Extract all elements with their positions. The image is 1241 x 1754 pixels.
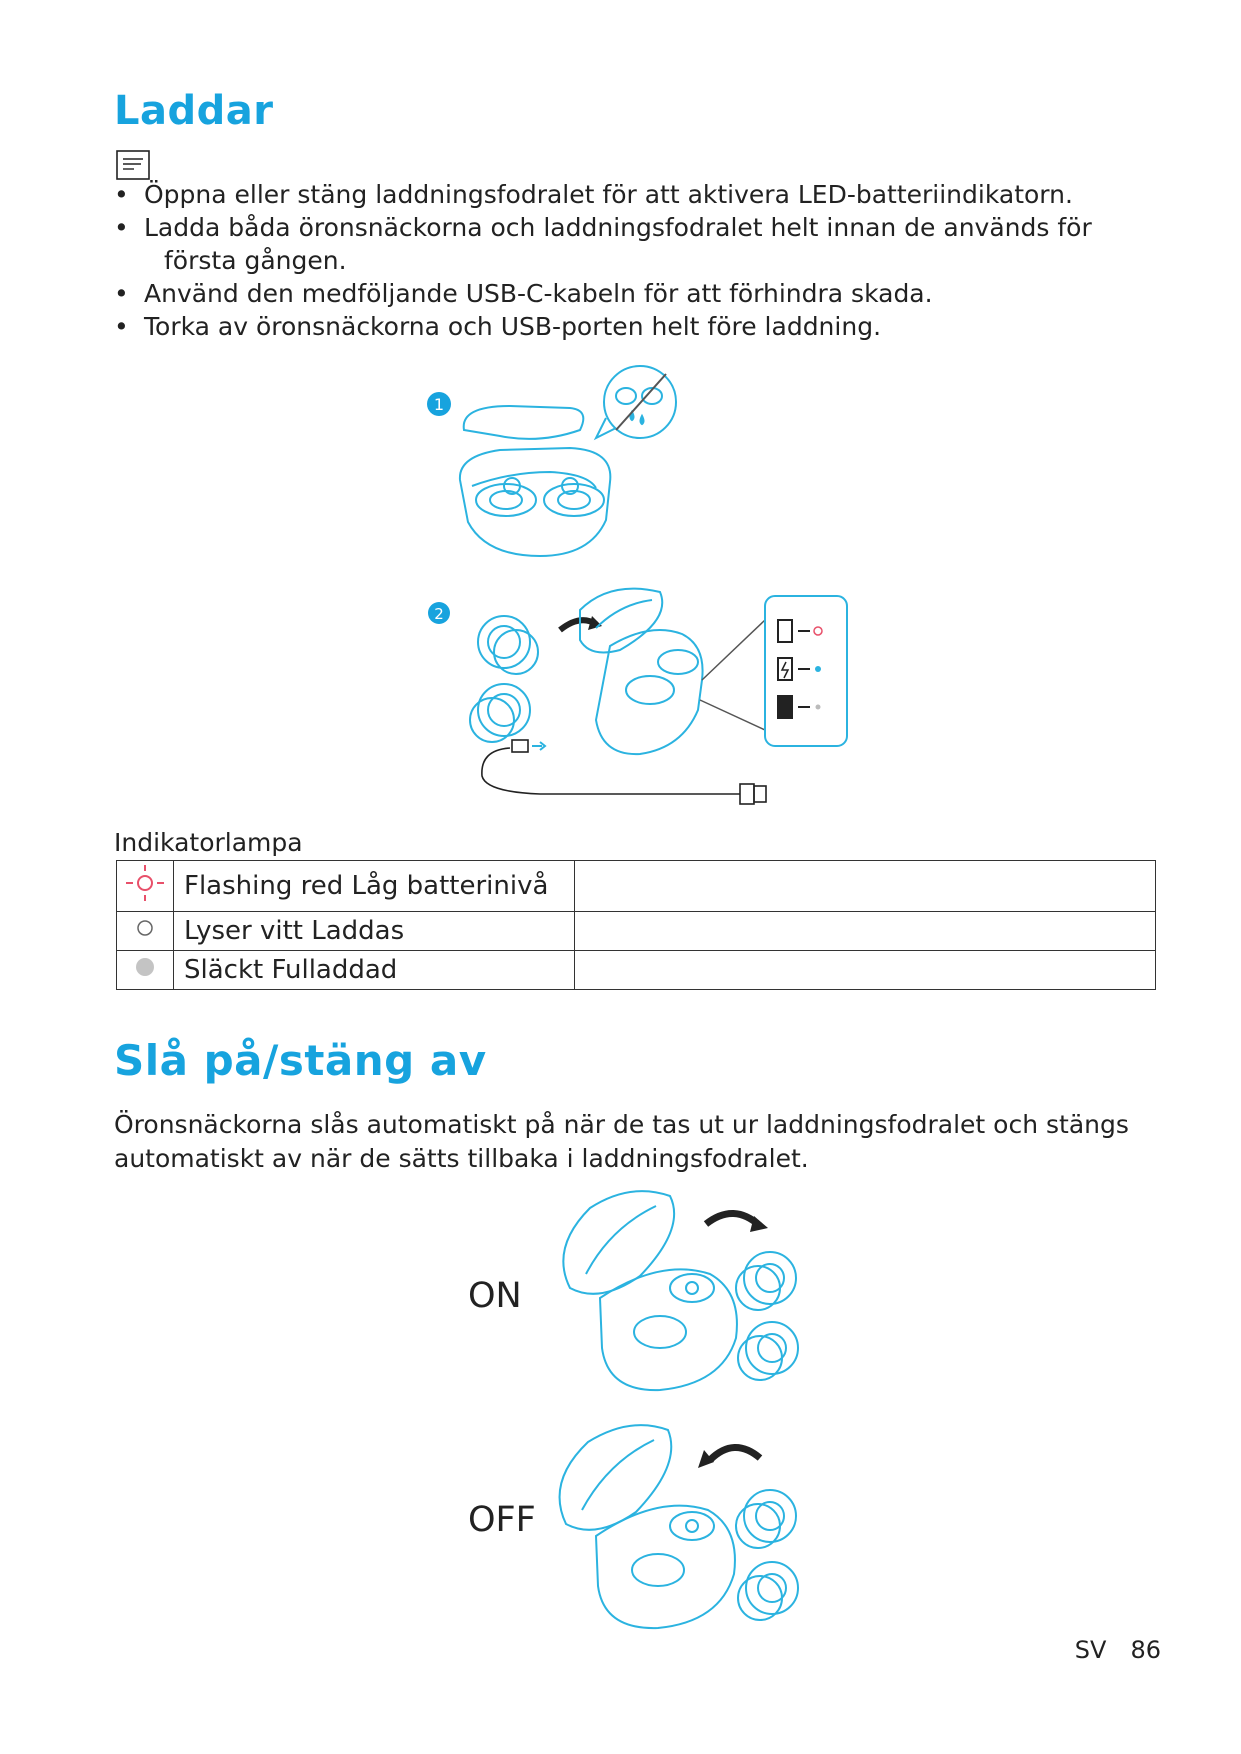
off-label: OFF bbox=[468, 1500, 536, 1540]
on-label: ON bbox=[468, 1276, 522, 1316]
indicator-extra-cell bbox=[575, 912, 1156, 951]
flashing-red-icon bbox=[123, 863, 167, 903]
indicator-table bbox=[116, 860, 1156, 990]
list-item: • Torka av öronsnäckorna och USB-porten helt före laddning. bbox=[114, 310, 1146, 343]
list-item: • Ladda båda öronsnäckorna och laddningsfodralet helt innan de används för första gången. bbox=[114, 211, 1146, 277]
footer-language: SV bbox=[1074, 1636, 1107, 1664]
svg-text:2: 2 bbox=[434, 605, 444, 623]
indicator-extra-cell bbox=[575, 861, 1156, 912]
illustration-earbuds-out-on bbox=[460, 1188, 820, 1398]
off-light-icon bbox=[133, 955, 157, 979]
charging-bullet-list bbox=[114, 178, 1146, 343]
indicator-status-text: Släckt Fulladdad bbox=[174, 951, 575, 990]
indicator-status-text: Lyser vitt Laddas bbox=[174, 912, 575, 951]
list-item: • Öppna eller stäng laddningsfodralet för att aktivera LED-batteriindikatorn. bbox=[114, 178, 1146, 211]
note-icon bbox=[116, 150, 150, 180]
table-row bbox=[117, 861, 1156, 912]
table-row bbox=[117, 912, 1156, 951]
indicator-extra-cell bbox=[575, 951, 1156, 990]
white-light-icon bbox=[134, 917, 156, 939]
illustration-earbuds-in-off bbox=[460, 1420, 820, 1642]
svg-text:1: 1 bbox=[433, 395, 445, 414]
page-footer bbox=[1075, 1636, 1161, 1664]
list-item: • Använd den medföljande USB-C-kabeln för att förhindra skada. bbox=[114, 277, 1146, 310]
section-title-charging: Laddar bbox=[114, 88, 274, 134]
indicator-status-text: Flashing red Låg batterinivå bbox=[174, 861, 575, 912]
section-title-onoff: Slå på/stäng av bbox=[114, 1036, 487, 1085]
onoff-paragraph: Öronsnäckorna slås automatiskt på när de tas ut ur laddningsfodralet och stängs automatiskt av när de sätts tillbaka i laddningsfodralet. bbox=[114, 1110, 1129, 1173]
illustration-open-case-no-water bbox=[420, 360, 680, 570]
indicator-table-title: Indikatorlampa bbox=[114, 828, 303, 857]
table-row bbox=[117, 951, 1156, 990]
illustration-charging-with-cable bbox=[420, 580, 860, 810]
page-number: 86 bbox=[1130, 1636, 1161, 1664]
